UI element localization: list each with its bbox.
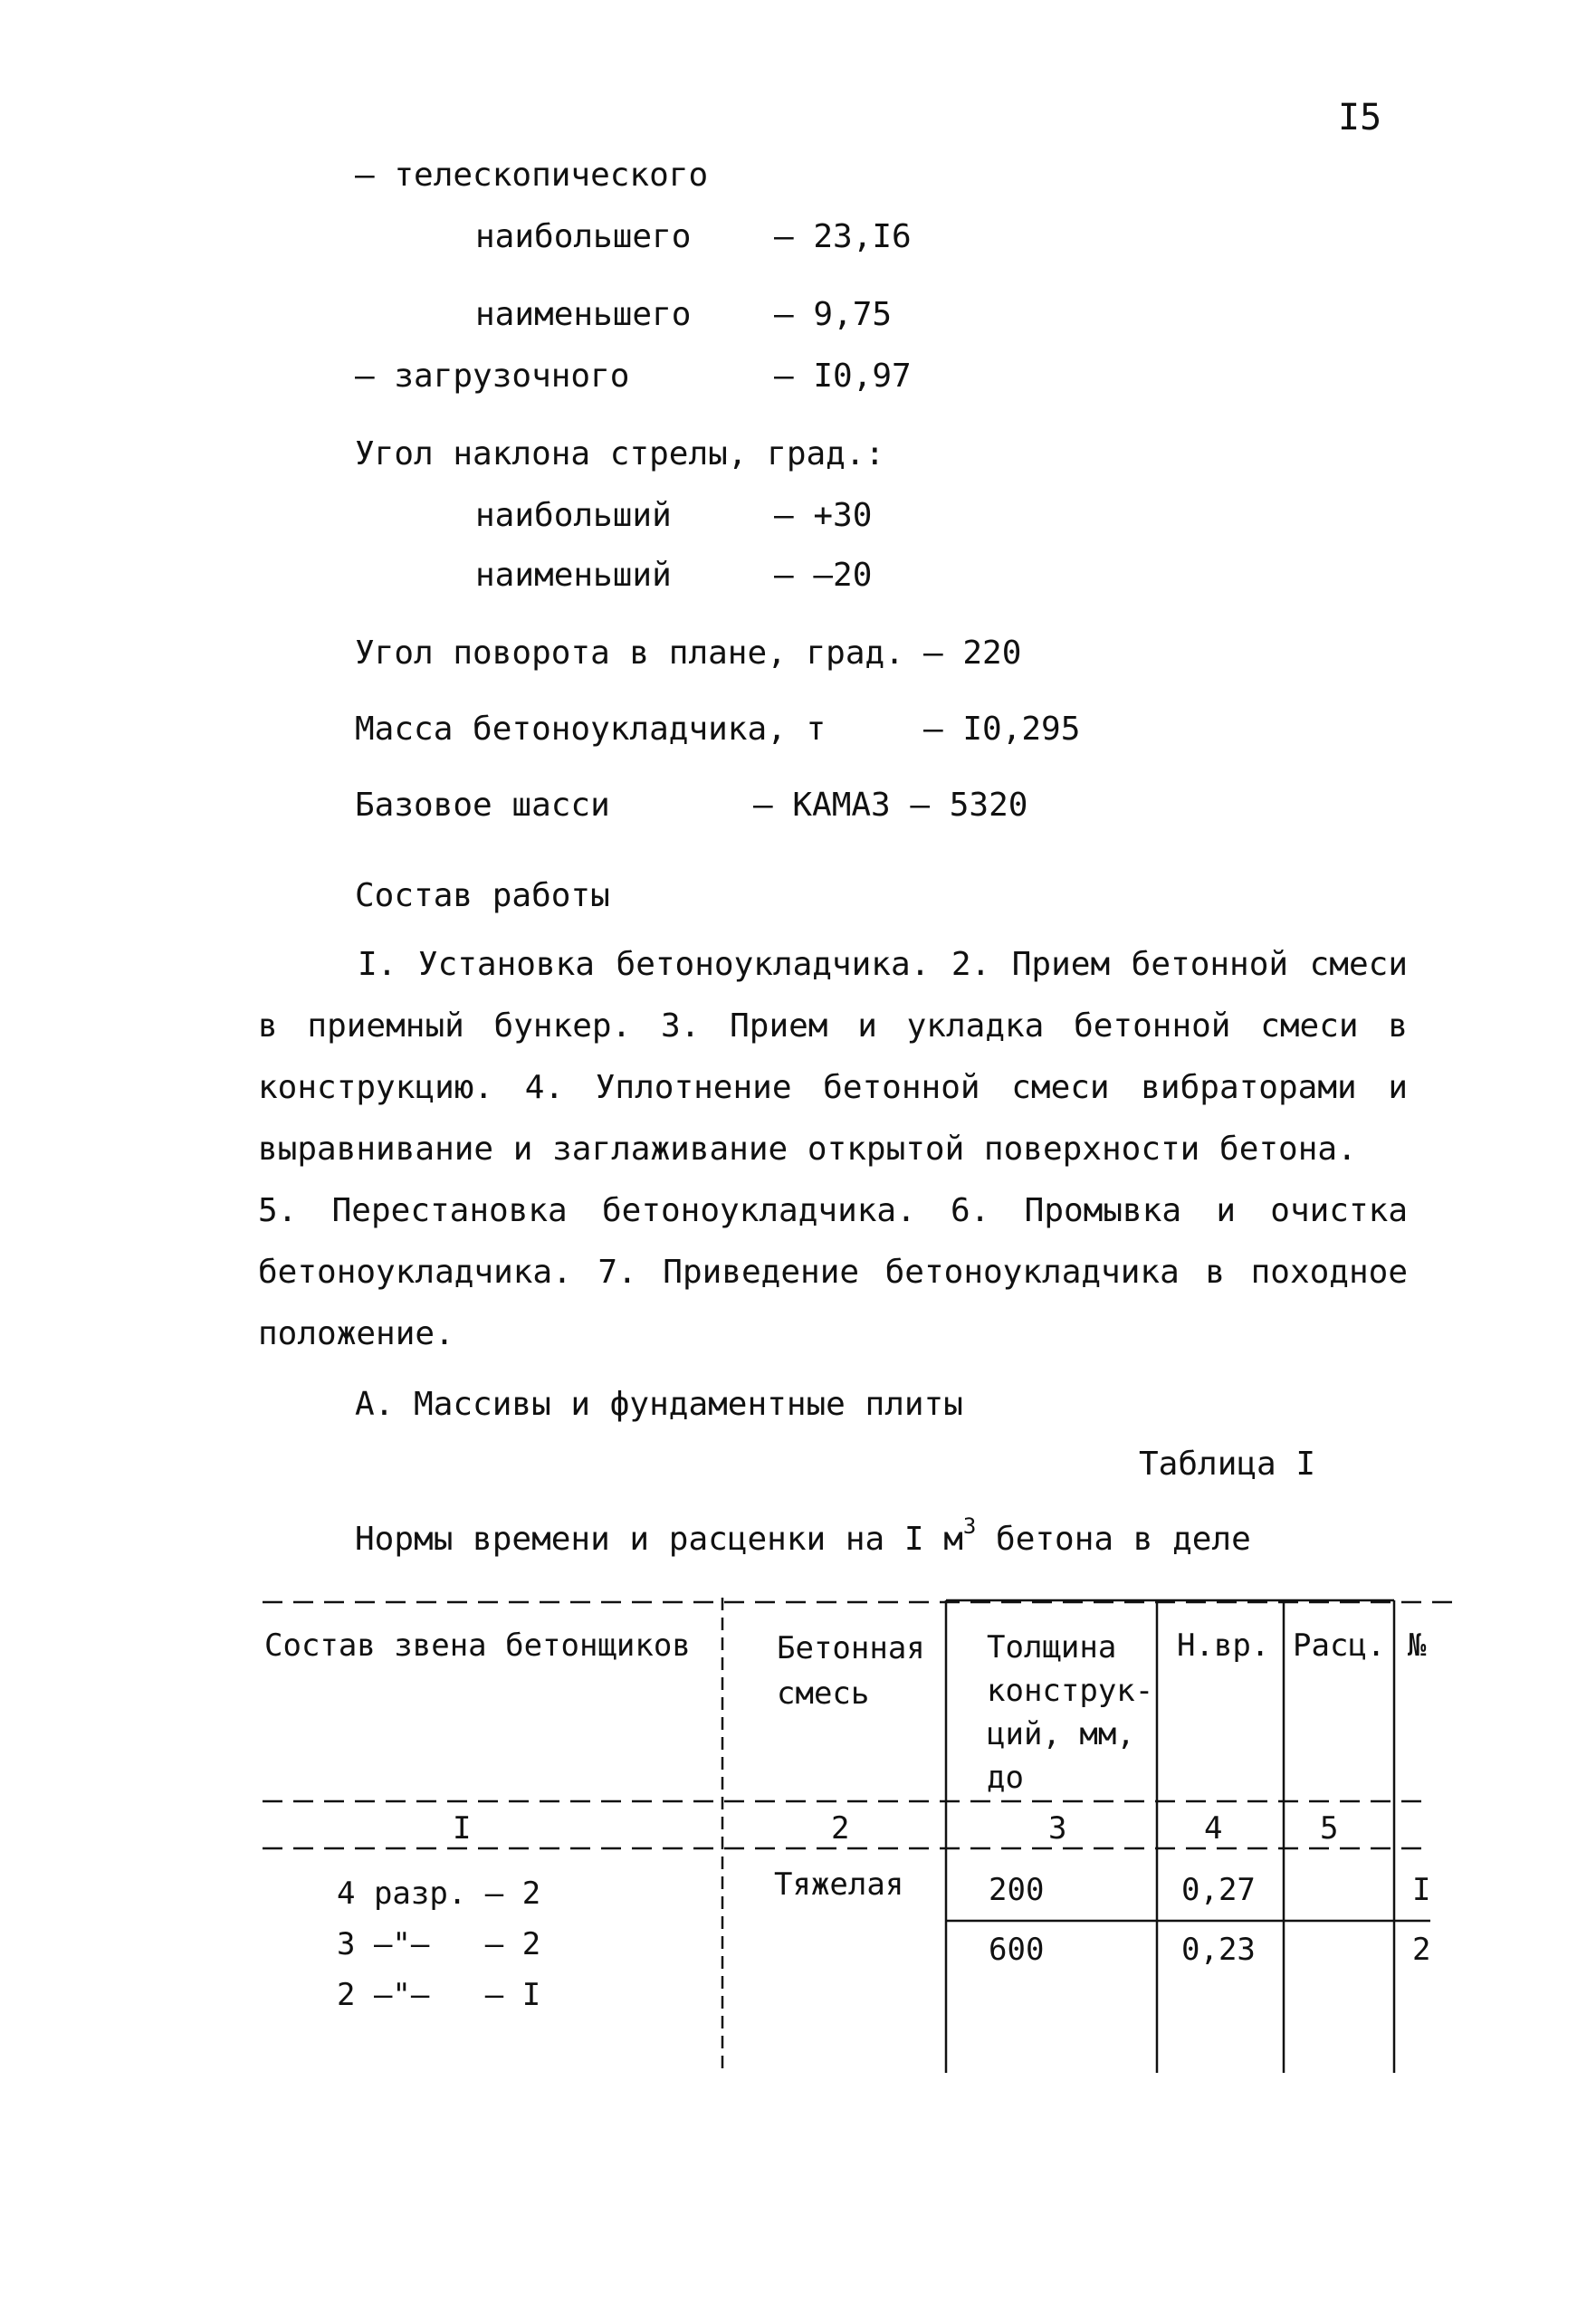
header-norm: Н.вр. — [1177, 1628, 1270, 1664]
crew-line: 4 разр. – 2 — [337, 1876, 541, 1912]
loading-label: – загрузочного — [355, 358, 630, 395]
rotation-label: Угол поворота в плане, град. — [355, 635, 904, 672]
crew-line: 2 –"– – I — [337, 1977, 541, 2013]
work-text-2: 5. Перестановка бетоноукладчика. 6. Промывка и очистка бетоноукладчика. 7. Приведение бетоноукладчика в походное положение. — [258, 1192, 1408, 1352]
header-thickness: Толщина конструк- ций, мм, до — [987, 1629, 1154, 1796]
row-1-thickness: 200 — [989, 1872, 1045, 1908]
header-number: № — [1408, 1628, 1427, 1664]
rotation-value: – 220 — [923, 635, 1022, 672]
chassis-value: – КАМАЗ – 5320 — [753, 787, 1028, 824]
boom-angle-label: Угол наклона стрелы, град.: — [355, 435, 885, 472]
telescopic-min-value: – 9,75 — [774, 296, 893, 333]
boom-max-value: – +30 — [774, 497, 873, 534]
telescopic-max-value: – 23,I6 — [774, 218, 912, 255]
crew-line: 3 –"– – 2 — [337, 1926, 541, 1962]
row-1-norm: 0,27 — [1181, 1872, 1256, 1908]
header-crew: Состав звена бетонщиков — [264, 1628, 691, 1664]
work-text-1: I. Установка бетоноукладчика. 2. Прием бетонной смеси в приемный бункер. 3. Прием и укладка бетонной смеси в конструкцию. 4. Уплотнение бетонной смеси вибраторами и выравнивание и заглаживание открытой поверхности бетона. — [258, 946, 1408, 1168]
boom-max-label: наибольший — [475, 497, 672, 534]
table-caption-tail: бетона в деле — [976, 1521, 1251, 1558]
chassis-label: Базовое шасси — [355, 787, 610, 824]
col-number-3: 3 — [1048, 1810, 1067, 1847]
mass-value: – I0,295 — [923, 711, 1081, 748]
col-number-1: I — [453, 1810, 472, 1847]
table-caption-superscript: 3 — [962, 1513, 977, 1539]
mass-label: Масса бетоноукладчика, т — [355, 711, 827, 748]
col-number-5: 5 — [1320, 1810, 1339, 1847]
header-mix: Бетонная смесь — [777, 1630, 925, 1712]
boom-min-label: наименьший — [475, 557, 672, 594]
telescopic-label: – телескопического — [355, 157, 709, 194]
mix-value: Тяжелая — [774, 1866, 904, 1903]
row-1-number: I — [1412, 1872, 1431, 1908]
col-number-2: 2 — [831, 1810, 850, 1847]
telescopic-max-label: наибольшего — [475, 218, 692, 255]
header-rate: Расц. — [1293, 1628, 1386, 1664]
table-label: Таблица I — [1139, 1446, 1316, 1483]
row-2-number: 2 — [1412, 1932, 1431, 1968]
telescopic-min-label: наименьшего — [475, 296, 692, 333]
table-caption-text: Нормы времени и расценки на I м — [355, 1521, 963, 1558]
col-number-4: 4 — [1204, 1810, 1223, 1847]
page-number: I5 — [1338, 97, 1382, 138]
boom-min-value: – –20 — [774, 557, 873, 594]
work-heading: Состав работы — [355, 877, 610, 914]
loading-value: – I0,97 — [774, 358, 912, 395]
row-2-norm: 0,23 — [1181, 1932, 1256, 1968]
section-title: А. Массивы и фундаментные плиты — [355, 1386, 963, 1423]
row-2-thickness: 600 — [989, 1932, 1045, 1968]
